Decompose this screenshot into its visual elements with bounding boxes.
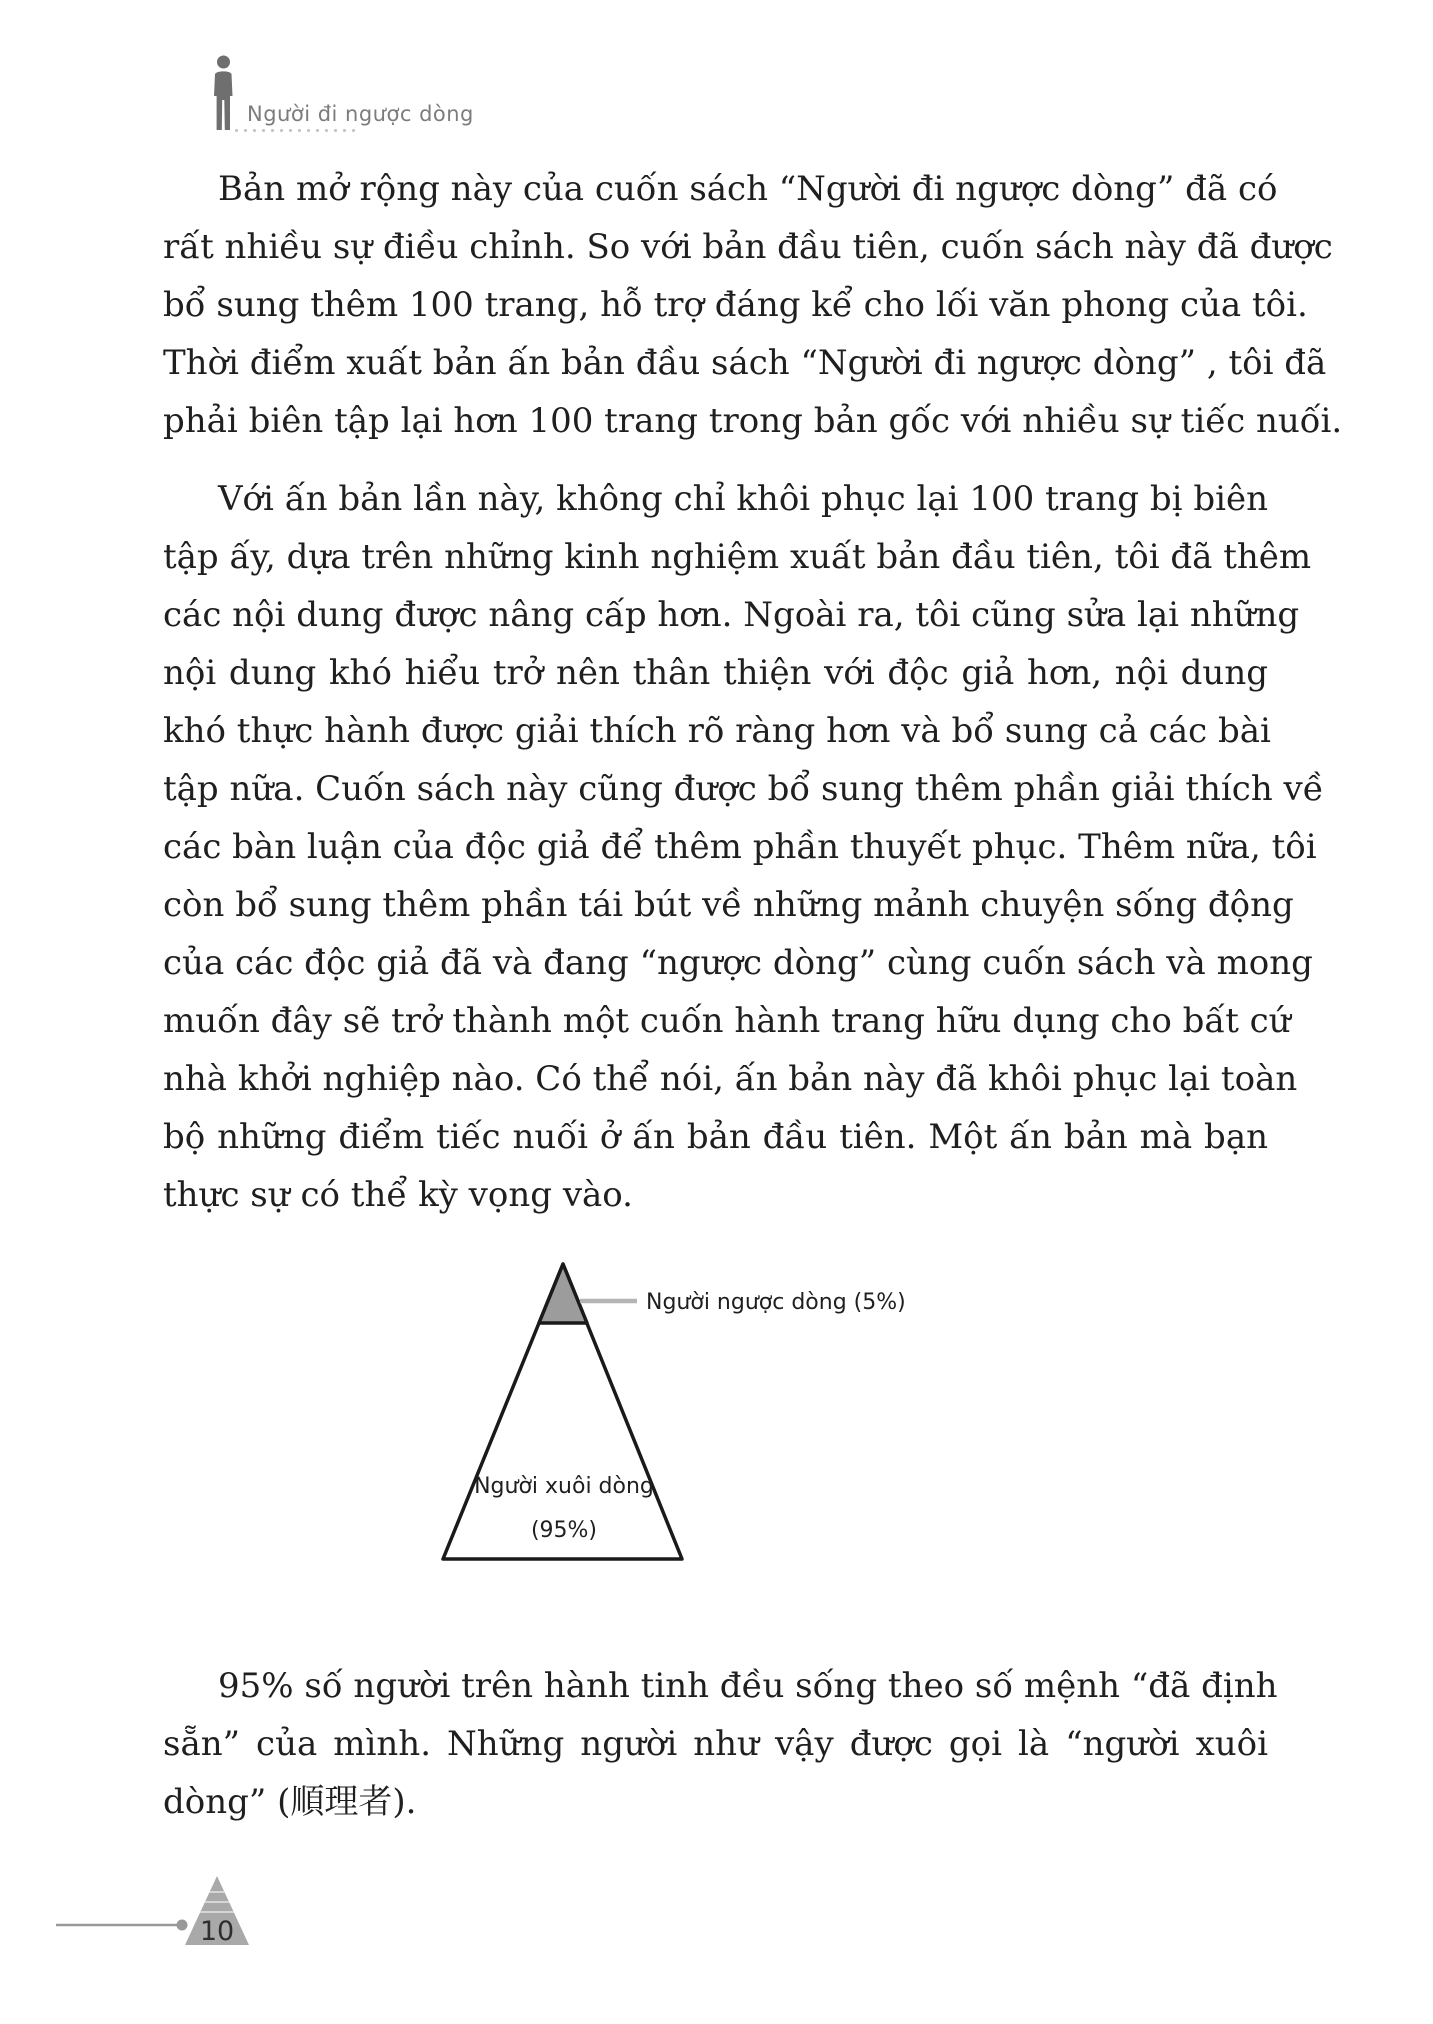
text-line: bổ sung thêm 100 trang, hỗ trợ đáng kể cho lối văn phong của tôi. (163, 285, 1308, 325)
text-line: khó thực hành được giải thích rõ ràng hơn và bổ sung cả các bài (163, 711, 1271, 751)
page-body (163, 160, 1343, 1831)
text-line: nhà khởi nghiệp nào. Có thể nói, ấn bản này đã khôi phục lại toàn (163, 1059, 1298, 1099)
person-icon (210, 54, 236, 132)
text-line: Với ấn bản lần này, không chỉ khôi phục lại 100 trang bị biên (218, 479, 1268, 519)
paragraph-1 (163, 160, 1343, 450)
text-line: sẵn” của mình. Những người như vậy được gọi là “người xuôi (163, 1724, 1268, 1764)
text-line: rất nhiều sự điều chỉnh. So với bản đầu tiên, cuốn sách này đã được (163, 227, 1333, 267)
text-line: Thời điểm xuất bản ấn bản đầu sách “Người đi ngược dòng” , tôi đã (163, 343, 1327, 383)
pyramid-inner-label-name: Người xuôi dòng (474, 1474, 654, 1499)
text-line: bộ những điểm tiếc nuối ở ấn bản đầu tiên. Một ấn bản mà bạn (163, 1117, 1268, 1157)
running-header-title: Người đi ngược dòng (247, 102, 474, 126)
text-line: 95% số người trên hành tinh đều sống theo số mệnh “đã định (218, 1666, 1278, 1706)
pyramid-diagram-svg (430, 1249, 906, 1584)
footer-ornament-svg (55, 1874, 265, 1952)
text-line: các bàn luận của độc giả để thêm phần thuyết phục. Thêm nữa, tôi (163, 827, 1317, 867)
text-line: các nội dung được nâng cấp hơn. Ngoài ra, tôi cũng sửa lại những (163, 595, 1300, 635)
text-line: phải biên tập lại hơn 100 trang trong bản gốc với nhiều sự tiếc nuối. (163, 401, 1343, 441)
pyramid-tip-segment (539, 1264, 587, 1323)
page-footer (55, 1874, 265, 1956)
text-line: nội dung khó hiểu trở nên thân thiện với độc giả hơn, nội dung (163, 653, 1268, 693)
paragraph-2 (163, 470, 1324, 1224)
running-header (210, 54, 474, 132)
pyramid-diagram (430, 1249, 906, 1584)
text-line: muốn đây sẽ trở thành một cuốn hành trang hữu dụng cho bất cứ (163, 1001, 1291, 1041)
text-line: thực sự có thể kỳ vọng vào. (163, 1175, 633, 1215)
header-dotted-underline (232, 127, 360, 134)
pyramid-top-label: Người ngược dòng (5%) (646, 1290, 906, 1315)
text-line: dòng” (順理者). (163, 1782, 417, 1822)
page-number: 10 (199, 1916, 235, 1947)
text-line: tập ấy, dựa trên những kinh nghiệm xuất bản đầu tiên, tôi đã thêm (163, 537, 1312, 577)
text-line: còn bổ sung thêm phần tái bút về những mảnh chuyện sống động (163, 885, 1294, 925)
text-line: của các độc giả đã và đang “ngược dòng” cùng cuốn sách và mong (163, 943, 1313, 983)
text-line: tập nữa. Cuốn sách này cũng được bổ sung thêm phần giải thích về (163, 769, 1324, 809)
footer-rule-dot (177, 1920, 188, 1931)
paragraph-3 (163, 1657, 1278, 1831)
text-line: Bản mở rộng này của cuốn sách “Người đi ngược dòng” đã có (218, 169, 1278, 209)
pyramid-inner-label-value: (95%) (530, 1518, 598, 1543)
